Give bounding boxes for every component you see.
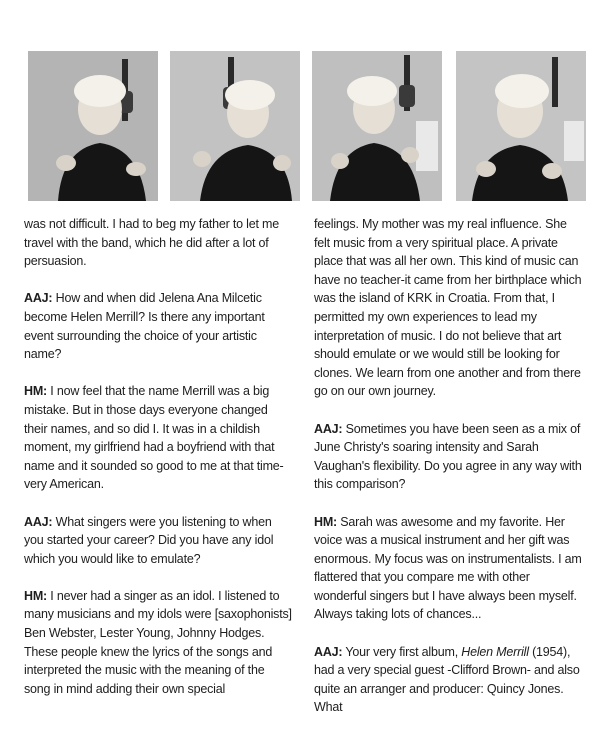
question-idols [24, 513, 294, 569]
paragraph-text: (1954), had a very special guest -Clifford Brown- and also quite an arranger and producer: Quincy Jones. What [314, 644, 580, 715]
left-column [24, 215, 294, 717]
paragraph-text: Sarah was awesome and my favorite. Her voice was a musical instrument and her gift was enormous. My focus was on instrumentalists. I am flattered that you compare me with other wonderful singers but I have always been myself. Always taking lots of chances... [314, 514, 582, 622]
photo-singer-1-image [28, 51, 158, 201]
paragraph-text: How and when did Jelena Ana Milcetic become Helen Merrill? Is there any important event surrounding the choice of your artistic name? [24, 291, 265, 362]
speaker-tag: HM: [314, 514, 338, 529]
question-first-album [314, 643, 584, 717]
photo-singer-3-image [312, 51, 442, 201]
paragraph-text: What singers were you listening to when you started your career? Did you have any idol which you would like to emulate? [24, 514, 274, 566]
album-title: Helen Merrill [461, 644, 529, 659]
photo-singer-2-image [170, 51, 300, 201]
photo-singer-2 [170, 51, 300, 201]
paragraph-text: I now feel that the name Merrill was a big mistake. But in those days everyone changed their names, and so did I. It was in a childish moment, my girlfriend had a boyfriend with that name and it sounded so good to me at that time-very American. [24, 384, 284, 492]
answer-continuation [314, 215, 584, 401]
speaker-tag: AAJ: [314, 421, 343, 436]
paragraph-continuation [24, 215, 294, 271]
paragraph-text: was not difficult. I had to beg my father to let me travel with the band, which he did after a lot of persuasion. [24, 217, 279, 269]
answer-idols [24, 587, 294, 699]
answer-artistic-name [24, 382, 294, 494]
speaker-tag: AAJ: [24, 291, 53, 306]
photo-singer-4 [456, 51, 586, 201]
speaker-tag: HM: [24, 588, 48, 603]
question-artistic-name [24, 289, 294, 363]
paragraph-text: Your very first album, [342, 644, 462, 659]
photo-singer-1 [28, 51, 158, 201]
photo-singer-3 [312, 51, 442, 201]
answer-comparison [314, 513, 584, 625]
right-column [314, 215, 584, 736]
speaker-tag: HM: [24, 384, 48, 399]
paragraph-text: Sometimes you have been seen as a mix of June Christy's soaring intensity and Sarah Vaughan's flexibility. Do you agree in any way with this comparison? [314, 421, 582, 492]
paragraph-text: feelings. My mother was my real influence. She felt music from a very spiritual place. A private place that was all her own. This kind of music can have no teacher-it came from her birthplace which was the island of KRK in Croatia. From that, I permitted my own experiences to lead my interpretation of music. I do not believe that art should emulate or we would still be looking for clones. We learn from one another and from there go on our own journey. [314, 217, 582, 399]
speaker-tag: AAJ: [314, 644, 343, 659]
question-comparison [314, 420, 584, 494]
speaker-tag: AAJ: [24, 514, 53, 529]
photo-singer-4-image [456, 51, 586, 201]
paragraph-text: I never had a singer as an idol. I listened to many musicians and my idols were [saxophonists] Ben Webster, Lester Young, Johnny Hodges. These people knew the lyrics of the songs and interpreted the music with the meaning of the song in mind adding their own special [24, 588, 292, 696]
